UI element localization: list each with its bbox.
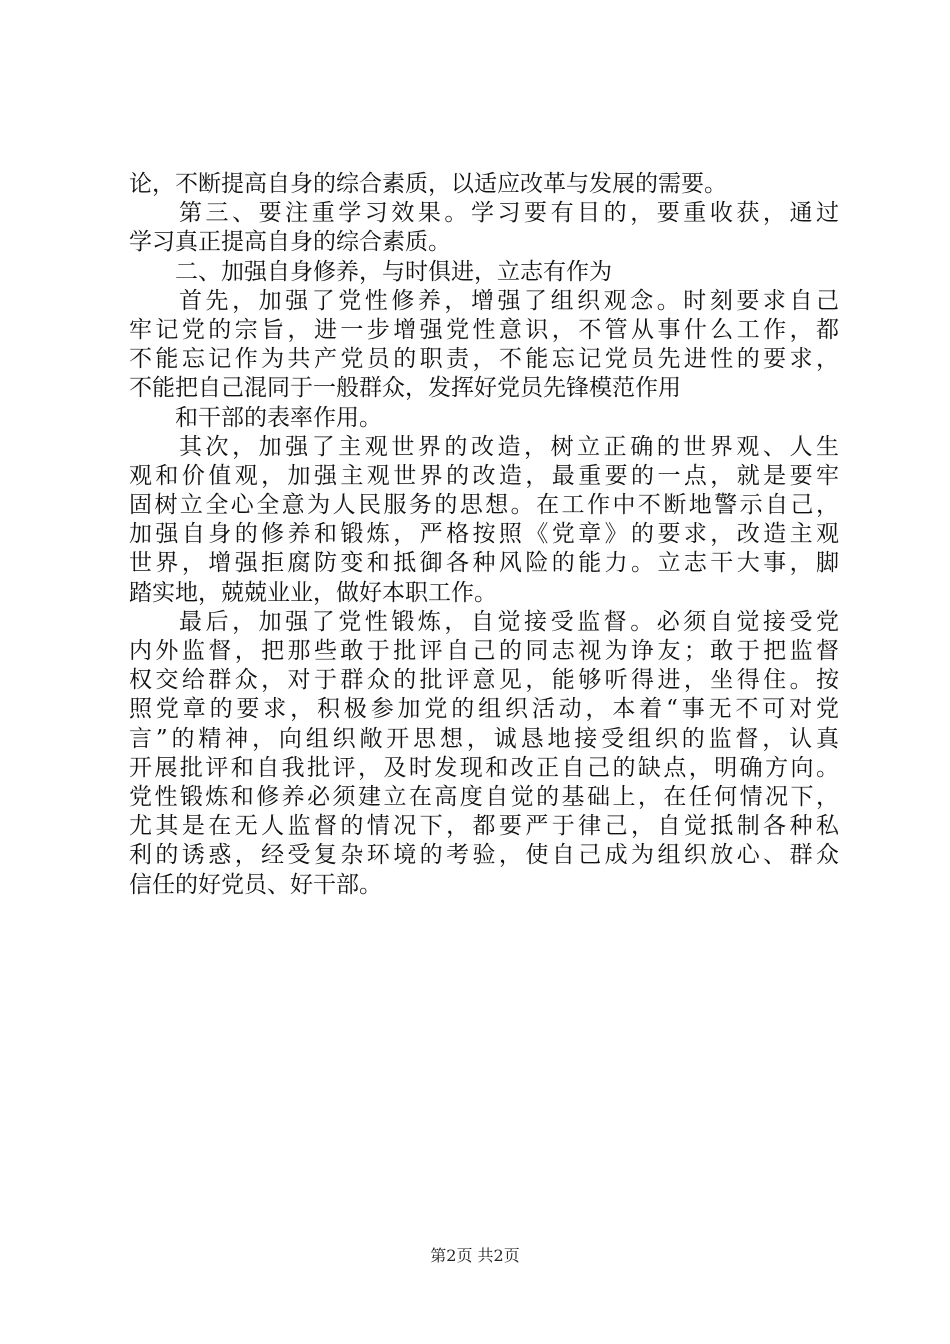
text-line: 内外监督，把那些敢于批评自己的同志视为诤友；敢于把监督 [129,638,839,664]
text-line: 固树立全心全意为人民服务的思想。在工作中不断地警示自己， [129,492,839,519]
text-line: 最后，加强了党性锻炼，自觉接受监督。必须自觉接受党 [179,608,839,635]
text-line: 不能忘记作为共产党员的职责，不能忘记党员先进性的要求， [129,346,839,373]
text-line: 信任的好党员、好干部。 [129,871,382,898]
text-line: 牢记党的宗旨，进一步增强党性意识，不管从事什么工作，都 [129,316,839,343]
text-line: 第三、要注重学习效果。学习要有目的，要重收获，通过 [179,200,839,227]
section-heading: 二、加强自身修养，与时俱进，立志有作为 [175,258,612,285]
text-line: 和干部的表率作用。 [175,404,382,431]
text-line: 照党章的要求，积极参加党的组织活动，本着“事无不可对党 [129,696,839,723]
text-line: 学习真正提高自身的综合素质。 [129,229,451,256]
text-line: 世界，增强拒腐防变和抵御各种风险的能力。立志干大事，脚 [129,550,839,577]
page-number-footer: 第2页 共2页 [430,1246,520,1265]
text-line: 利的诱惑，经受复杂环境的考验，使自己成为组织放心、群众 [129,842,839,869]
text-line: 党性锻炼和修养必须建立在高度自觉的基础上，在任何情况下， [129,783,839,810]
text-line: 首先，加强了党性修养，增强了组织观念。时刻要求自己 [179,287,839,314]
document-body [129,170,839,900]
text-line: 踏实地，兢兢业业，做好本职工作。 [129,579,497,606]
text-line: 尤其是在无人监督的情况下，都要严于律己，自觉抵制各种私 [129,813,839,840]
text-line: 观和价值观，加强主观世界的改造，最重要的一点，就是要牢 [129,462,839,489]
text-line: 加强自身的修养和锻炼，严格按照《党章》的要求，改造主观 [129,521,839,548]
text-line: 其次，加强了主观世界的改造，树立正确的世界观、人生 [179,433,839,460]
text-line: 不能把自己混同于一般群众，发挥好党员先锋模范作用 [129,375,681,402]
text-line: 权交给群众，对于群众的批评意见，能够听得进，坐得住。按 [129,667,839,694]
text-line: 论，不断提高自身的综合素质，以适应改革与发展的需要。 [129,171,727,197]
text-line: 言”的精神，向组织敞开思想，诚恳地接受组织的监督，认真 [129,725,839,752]
text-line: 开展批评和自我批评，及时发现和改正自己的缺点，明确方向。 [129,754,839,781]
